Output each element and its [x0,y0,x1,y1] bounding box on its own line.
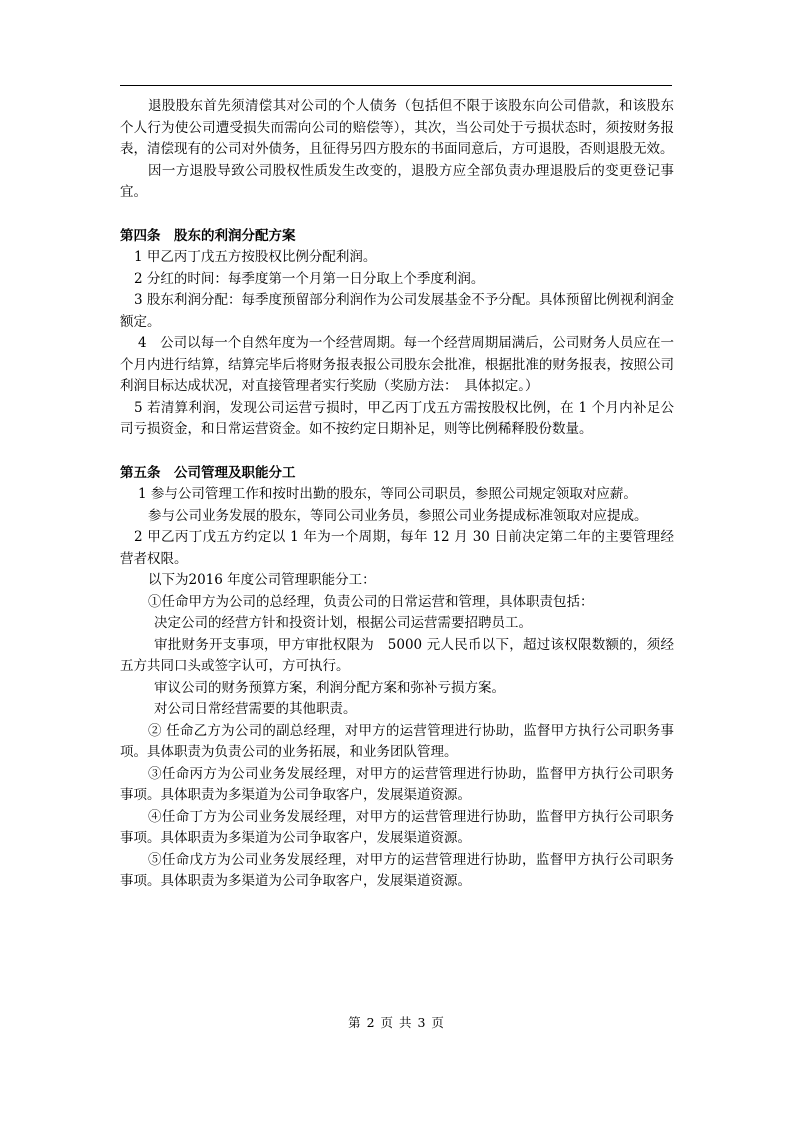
list-item: 4 公司以每一个自然年度为一个经营周期。每一个经营周期届满后，公司财务人员应在一个月内进行结算，结算完毕后将财务报表报公司股东会批准，根据批准的财务报表，按照公司利润目标达成状况，对直接管理者实行奖励（奖励方法： 具体拟定。） [120,335,674,394]
list-item: 3 股东利润分配：每季度预留部分利润作为公司发展基金不予分配。具体预留比例视利润金额定。 [120,292,674,330]
paragraph-withdrawal-debts: 退股股东首先须清偿其对公司的个人债务（包括但不限于该股东向公司借款，和该股东个人行为使公司遭受损失而需向公司的赔偿等），其次，当公司处于亏损状态时，须按财务报表，清偿现有的公司对外债务，且征得另四方股东的书面同意后，方可退股，否则退股无效。 [120,98,674,157]
list-item: ② 任命乙方为公司的副总经理，对甲方的运营管理进行协助，监督甲方执行公司职务事项。具体职责为负责公司的业务拓展，和业务团队管理。 [120,722,674,760]
list-item: 1 参与公司管理工作和按时出勤的股东，等同公司职员，参照公司规定领取对应薪。 [138,486,637,502]
list-item: 以下为2016 年度公司管理职能分工： [148,572,376,588]
list-item: 2 甲乙丙丁戊五方约定以 1 年为一个周期，每年 12 月 30 日前决定第二年的主要管理经营者权限。 [120,529,674,567]
list-item: 1 甲乙丙丁戊五方按股权比例分配利润。 [134,249,377,265]
paragraph-withdrawal-registration: 因一方退股导致公司股权性质发生改变的，退股方应全部负责办理退股后的变更登记事宜。 [120,162,674,200]
list-item: 对公司日常经营需要的其他职责。 [154,701,357,717]
header-rule [120,85,672,86]
list-item: 审批财务开支事项，甲方审批权限为 5000 元人民币以下，超过该权限数额的，须经五方共同口头或签字认可，方可执行。 [120,636,674,674]
section-heading-management: 第五条 公司管理及职能分工 [120,464,296,481]
section-heading-profit-distribution: 第四条 股东的利润分配方案 [120,227,296,244]
list-item: 5 若清算利润，发现公司运营亏损时，甲乙丙丁戊五方需按股权比例，在 1 个月内补足公司亏损资金，和日常运营资金。如不按约定日期补足，则等比例稀释股份数量。 [120,399,674,437]
list-item: ④任命丁方为公司业务发展经理，对甲方的运营管理进行协助，监督甲方执行公司职务事项。具体职责为多渠道为公司争取客户，发展渠道资源。 [120,808,674,846]
list-item: 2 分红的时间：每季度第一个月第一日分取上个季度利润。 [134,270,485,287]
spacer [120,204,674,226]
list-item: ①任命甲方为公司的总经理，负责公司的日常运营和管理，具体职责包括： [148,593,594,610]
list-item: ③任命丙方为公司业务发展经理，对甲方的运营管理进行协助，监督甲方执行公司职务事项。具体职责为多渠道为公司争取客户，发展渠道资源。 [120,765,674,803]
list-item: ⑤任命戊方为公司业务发展经理，对甲方的运营管理进行协助，监督甲方执行公司职务事项。具体职责为多渠道为公司争取客户，发展渠道资源。 [120,851,674,889]
list-item: 参与公司业务发展的股东，等同公司业务员，参照公司业务提成标准领取对应提成。 [148,507,648,524]
list-item: 决定公司的经营方针和投资计划，根据公司运营需要招聘员工。 [154,615,532,631]
list-item: 审议公司的财务预算方案，利润分配方案和弥补亏损方案。 [154,679,505,696]
page-footer: 第 2 页 共 3 页 [348,1015,445,1030]
spacer [120,441,674,463]
document-body [120,96,674,893]
